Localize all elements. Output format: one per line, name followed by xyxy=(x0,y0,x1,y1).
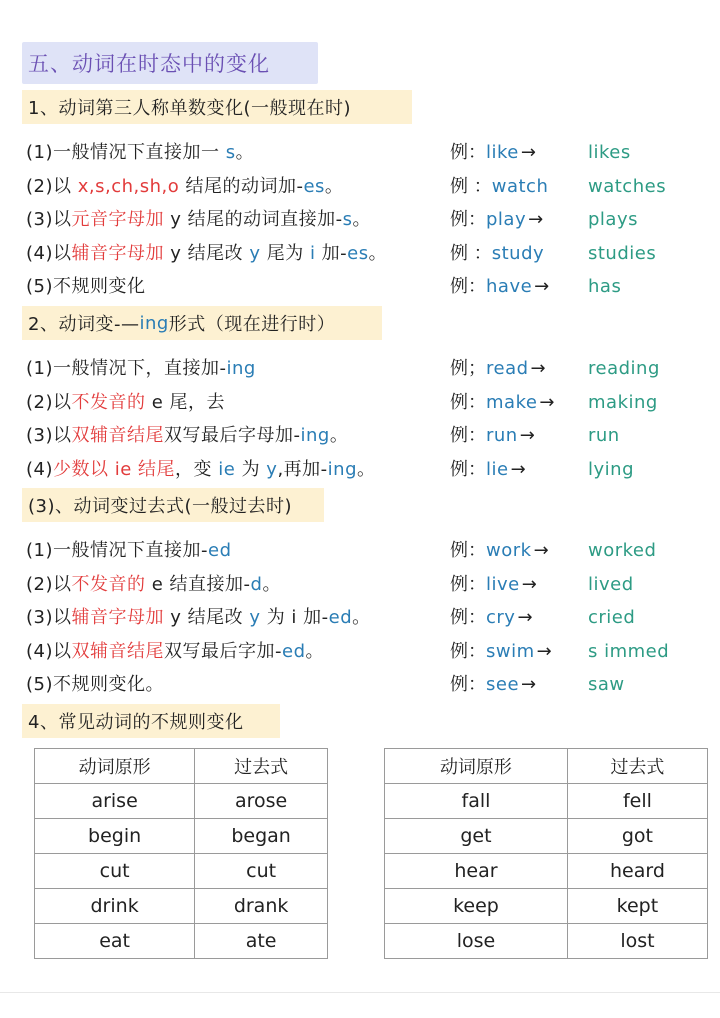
rule-text xyxy=(26,172,343,202)
rule-text-part: 尾为 xyxy=(260,242,310,264)
rule-text-part: (1)一般情况下，直接加- xyxy=(26,358,227,379)
example-label: 例： xyxy=(450,425,486,446)
rule-text-part: 。 xyxy=(329,425,349,446)
rule-text-part: 不发音的 xyxy=(71,391,146,413)
example xyxy=(450,239,657,269)
example xyxy=(450,536,657,566)
table-row xyxy=(385,819,708,854)
base-form-cell: begin xyxy=(35,819,195,854)
rule-text-part: 双写最后字加- xyxy=(164,640,282,662)
rule-text-part: y 结尾改 xyxy=(164,242,250,264)
example-base-word: work xyxy=(486,540,532,561)
rule-text xyxy=(26,354,256,384)
rule-text-part: ing xyxy=(300,425,330,446)
example xyxy=(450,388,658,418)
arrow-icon: → xyxy=(517,607,533,628)
rule-text-part: ed xyxy=(282,640,306,662)
example-label: 例： xyxy=(450,607,486,628)
example-label: 例 ： xyxy=(450,242,492,264)
past-form-cell: heard xyxy=(567,854,707,889)
example-label: 例： xyxy=(450,458,486,480)
rule-text xyxy=(26,455,376,485)
rule-text xyxy=(26,603,371,633)
rule-text-part: 辅音字母加 xyxy=(71,607,164,628)
rule-text-part: y 结尾改 xyxy=(164,607,250,628)
section-ing-post: 形式（现在进行时） xyxy=(168,314,336,335)
past-form-cell: arose xyxy=(195,784,328,819)
rule-text-part: (1)一般情况下直接加- xyxy=(26,540,208,561)
rule-row xyxy=(26,536,720,566)
example-changed-word: studies xyxy=(588,242,657,264)
rule-row xyxy=(26,205,720,235)
rule-text-part: 双写最后字母加- xyxy=(164,425,301,446)
rule-row xyxy=(26,455,720,485)
example-base-word: watch xyxy=(491,175,549,197)
example-label: 例： xyxy=(450,391,486,413)
rule-text-part: (1)一般情况下直接加一 xyxy=(26,142,226,163)
example-label: 例： xyxy=(450,674,486,695)
arrow-icon: → xyxy=(536,640,552,662)
rule-text-part: ed xyxy=(328,607,353,628)
past-form-cell: fell xyxy=(567,784,707,819)
rule-text xyxy=(26,637,324,667)
example-base-word: lie xyxy=(486,458,509,480)
rule-row xyxy=(26,138,720,168)
example xyxy=(450,421,620,451)
table-row xyxy=(35,819,328,854)
example-base-word: study xyxy=(491,242,545,264)
rule-text-part: s xyxy=(225,142,236,163)
rule-text-part: 结尾的动词加- xyxy=(179,175,304,197)
rule-text-part: 双辅音结尾 xyxy=(71,425,164,446)
rule-text-part: (2)以 xyxy=(26,573,72,595)
rule-row xyxy=(26,354,720,384)
rule-text-part: 。 xyxy=(368,242,388,264)
example-label: 例； xyxy=(450,358,486,379)
irregular-table-right xyxy=(384,748,708,959)
base-form-cell: keep xyxy=(385,889,568,924)
arrow-icon: → xyxy=(520,142,536,163)
rule-text-part: e 结直接加- xyxy=(145,573,251,595)
rule-text-part: 少数以 ie 结尾 xyxy=(53,458,176,480)
rule-text xyxy=(26,205,371,235)
rule-text-part: d xyxy=(250,573,263,595)
table-row xyxy=(35,854,328,889)
example xyxy=(450,603,636,633)
example-base-word: live xyxy=(486,573,520,595)
example-changed-word: worked xyxy=(588,540,657,561)
base-form-cell: get xyxy=(385,819,568,854)
divider xyxy=(0,992,720,993)
example-base-word: cry xyxy=(486,607,516,628)
example-base-word: like xyxy=(486,142,519,163)
rule-text-part: (3)以 xyxy=(26,209,72,230)
rule-text-part: (5)不规则变化 xyxy=(26,276,146,297)
rule-row xyxy=(26,239,720,269)
rule-text-part: 。 xyxy=(352,607,371,628)
rule-text-part: ie xyxy=(218,458,236,480)
example xyxy=(450,637,670,667)
example-label: 例： xyxy=(450,142,486,163)
table-row xyxy=(35,924,328,959)
rule-row xyxy=(26,272,720,302)
example-changed-word: has xyxy=(588,276,622,297)
rule-text-part: ing xyxy=(226,358,256,379)
example-changed-word: cried xyxy=(588,607,636,628)
base-form-cell: fall xyxy=(385,784,568,819)
past-form-cell: kept xyxy=(567,889,707,924)
base-form-cell: hear xyxy=(385,854,568,889)
table-row xyxy=(35,784,328,819)
rule-text xyxy=(26,272,146,302)
example-base-word: read xyxy=(486,358,529,379)
rule-text-part: (2)以 xyxy=(26,391,72,413)
example xyxy=(450,354,660,384)
page-title: 五、动词在时态中的变化 xyxy=(22,42,318,84)
arrow-icon: → xyxy=(539,391,555,413)
column-header-past: 过去式 xyxy=(567,749,707,784)
table-row xyxy=(385,854,708,889)
example-changed-word: plays xyxy=(588,209,638,230)
example xyxy=(450,455,634,485)
rule-text-part: es xyxy=(303,175,325,197)
rule-text-part: ed xyxy=(208,540,232,561)
rule-row xyxy=(26,637,720,667)
rule-text-part: 。 xyxy=(235,142,255,163)
example-changed-word: lived xyxy=(588,573,634,595)
example-changed-word: saw xyxy=(588,674,625,695)
table-row xyxy=(35,889,328,924)
arrow-icon: → xyxy=(521,573,537,595)
rule-row xyxy=(26,421,720,451)
rule-row xyxy=(26,670,720,700)
rule-text-part: (3)以 xyxy=(26,425,72,446)
example xyxy=(450,670,625,700)
rule-text-part: 。 xyxy=(262,573,281,595)
example-changed-word: run xyxy=(588,425,620,446)
rule-text-part: 。 xyxy=(357,458,376,480)
rule-text-part: y 结尾的动词直接加- xyxy=(164,209,343,230)
base-form-cell: eat xyxy=(35,924,195,959)
rule-text-part: e 尾，去 xyxy=(145,391,226,413)
past-form-cell: began xyxy=(195,819,328,854)
rule-text-part: y xyxy=(249,242,261,264)
arrow-icon: → xyxy=(534,276,550,297)
rule-text xyxy=(26,239,387,269)
rule-text-part: y xyxy=(249,607,261,628)
example-changed-word: s immed xyxy=(588,640,670,662)
example xyxy=(450,570,634,600)
base-form-cell: cut xyxy=(35,854,195,889)
table-row xyxy=(385,784,708,819)
example-changed-word: lying xyxy=(588,458,634,480)
rule-text xyxy=(26,138,254,168)
section-ing-form xyxy=(22,306,382,340)
example-label: 例： xyxy=(450,573,486,595)
column-header-past: 过去式 xyxy=(195,749,328,784)
rule-row xyxy=(26,570,720,600)
example-base-word: have xyxy=(486,276,533,297)
base-form-cell: arise xyxy=(35,784,195,819)
rule-row xyxy=(26,172,720,202)
rule-text-part: 。 xyxy=(352,209,371,230)
irregular-table-left xyxy=(34,748,328,959)
rule-text-part: (2)以 xyxy=(26,175,78,197)
example-base-word: see xyxy=(486,674,520,695)
past-form-cell: drank xyxy=(195,889,328,924)
rule-text-part: y xyxy=(266,458,278,480)
rule-text xyxy=(26,421,348,451)
example-label: 例： xyxy=(450,209,486,230)
rule-text-part: ing xyxy=(327,458,358,480)
example-label: 例 ： xyxy=(450,175,492,197)
rule-text-part: 辅音字母加 xyxy=(71,242,164,264)
rule-text-part: ，变 xyxy=(175,458,219,480)
rule-text xyxy=(26,388,225,418)
rule-text xyxy=(26,570,281,600)
example-base-word: play xyxy=(486,209,527,230)
example-label: 例： xyxy=(450,276,486,297)
rule-text-part: 。 xyxy=(324,175,344,197)
section-past-tense: (3)、动词变过去式(一般过去时) xyxy=(22,488,324,522)
arrow-icon: → xyxy=(519,425,535,446)
example-base-word: run xyxy=(486,425,518,446)
section-irregular: 4、常见动词的不规则变化 xyxy=(22,704,280,738)
arrow-icon: → xyxy=(528,209,544,230)
example xyxy=(450,272,622,302)
rule-text-part: 。 xyxy=(305,640,324,662)
example xyxy=(450,138,631,168)
arrow-icon: → xyxy=(530,358,546,379)
section-ing-suffix: ing xyxy=(139,312,169,334)
example-changed-word: watches xyxy=(588,175,667,197)
arrow-icon: → xyxy=(521,674,537,695)
example-label: 例： xyxy=(450,540,486,561)
rule-text-part: 为 i 加- xyxy=(260,607,329,628)
rule-row xyxy=(26,603,720,633)
example-changed-word: reading xyxy=(588,358,660,379)
example-label: 例： xyxy=(450,640,486,662)
rule-text-part: 元音字母加 xyxy=(71,209,164,230)
base-form-cell: lose xyxy=(385,924,568,959)
example-changed-word: making xyxy=(588,391,658,413)
rule-text-part: 为 xyxy=(235,458,267,480)
past-form-cell: got xyxy=(567,819,707,854)
example-base-word: swim xyxy=(486,640,535,662)
arrow-icon: → xyxy=(510,458,526,480)
past-form-cell: ate xyxy=(195,924,328,959)
rule-text-part: (3)以 xyxy=(26,607,72,628)
table-row xyxy=(385,889,708,924)
example xyxy=(450,172,667,202)
past-form-cell: lost xyxy=(567,924,707,959)
example-base-word: make xyxy=(486,391,538,413)
rule-text-part: 不发音的 xyxy=(71,573,146,595)
rule-text-part: (4)以 xyxy=(26,242,72,264)
example-changed-word: likes xyxy=(588,142,631,163)
rule-text-part: ,再加- xyxy=(277,458,328,480)
rule-text-part: s xyxy=(342,209,353,230)
rule-text-part: 加- xyxy=(315,242,348,264)
arrow-icon: → xyxy=(533,540,549,561)
rule-text-part: (5)不规则变化。 xyxy=(26,674,164,695)
rule-text-part: x,s,ch,sh,o xyxy=(77,175,180,197)
rule-row xyxy=(26,388,720,418)
rule-text-part: (4) xyxy=(26,458,53,480)
table-row xyxy=(385,924,708,959)
past-form-cell: cut xyxy=(195,854,328,889)
rule-text-part: (4)以 xyxy=(26,640,72,662)
column-header-base: 动词原形 xyxy=(385,749,568,784)
section-third-person: 1、动词第三人称单数变化(一般现在时) xyxy=(22,90,412,124)
example xyxy=(450,205,638,235)
rule-text xyxy=(26,670,164,700)
rule-text-part: 双辅音结尾 xyxy=(71,640,164,662)
column-header-base: 动词原形 xyxy=(35,749,195,784)
base-form-cell: drink xyxy=(35,889,195,924)
rule-text-part: es xyxy=(347,242,369,264)
section-ing-pre: 2、动词变-— xyxy=(28,314,140,335)
rule-text-part: i xyxy=(309,242,316,264)
rule-text xyxy=(26,536,232,566)
